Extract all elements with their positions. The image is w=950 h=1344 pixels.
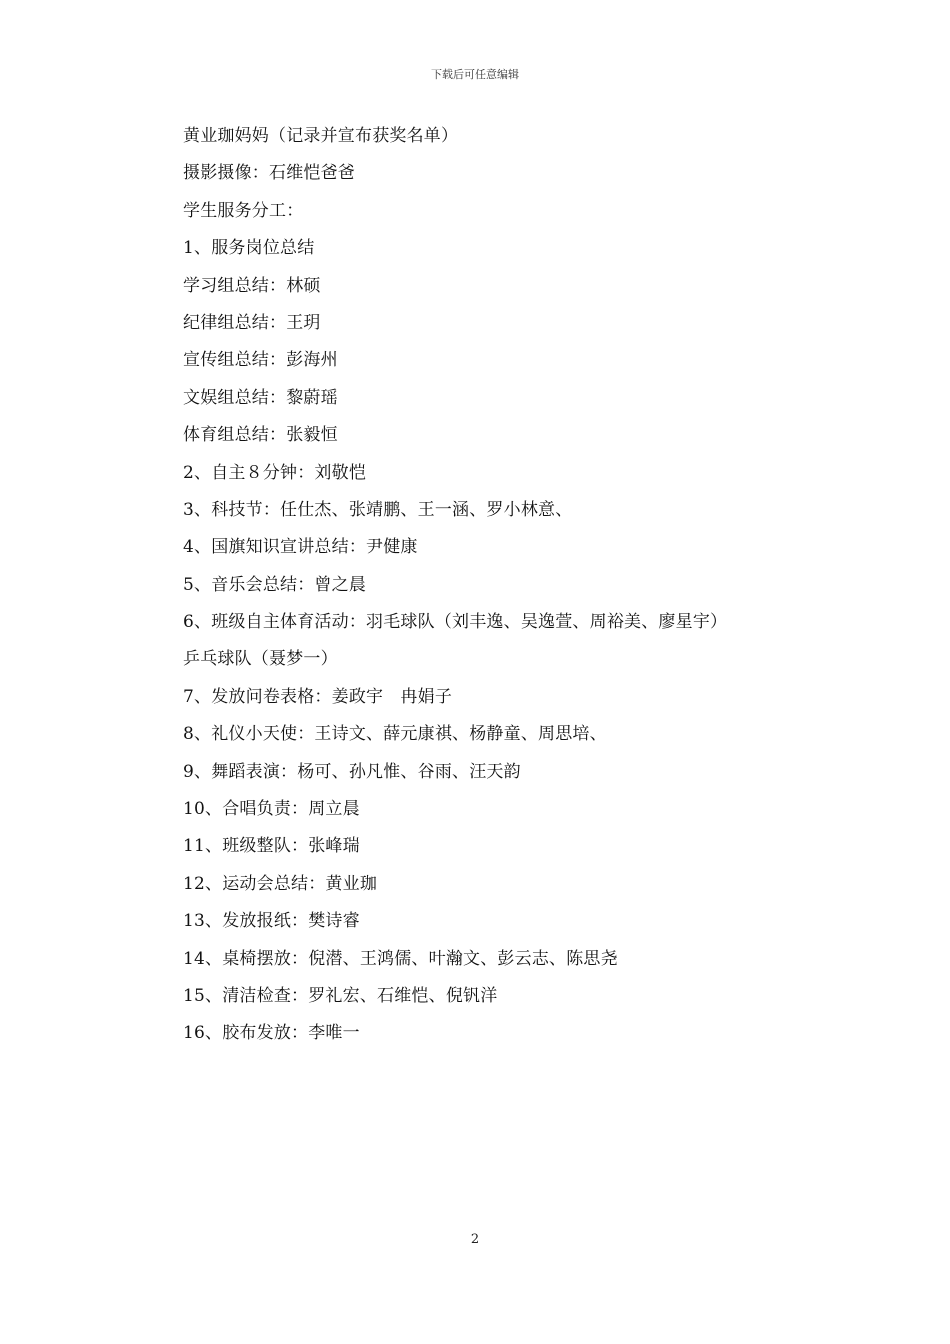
text-line: 2、自主８分钟：刘敬恺 [183, 462, 367, 483]
text-line: 宣传组总结：彭海州 [183, 350, 338, 371]
text-line: 黄业珈妈妈（记录并宣布获奖名单） [183, 126, 459, 146]
text-line: 纪律组总结：王玥 [183, 312, 321, 333]
text-line: 13、发放报纸：樊诗睿 [183, 911, 360, 932]
text-line: 5、音乐会总结：曾之晨 [183, 574, 367, 595]
page-header: 下载后可任意编辑 [431, 68, 519, 81]
text-line: 文娱组总结：黎蔚瑶 [183, 387, 338, 408]
text-line: 14、桌椅摆放：倪潜、王鸿儒、叶瀚文、彭云志、陈思尧 [183, 948, 618, 969]
text-line: 6、班级自主体育活动：羽毛球队（刘丰逸、吴逸萱、周裕美、廖星宇） [183, 612, 728, 633]
text-line: 8、礼仪小天使：王诗文、薛元康祺、杨静童、周思培、 [183, 724, 607, 745]
text-line: 摄影摄像：石维恺爸爸 [183, 163, 355, 184]
text-line: 体育组总结：张毅恒 [183, 425, 338, 446]
text-line: 11、班级整队：张峰瑞 [183, 836, 360, 857]
page-number: 2 [470, 1232, 480, 1247]
text-line: 1、服务岗位总结 [183, 238, 315, 259]
text-line: 16、胶布发放：李唯一 [183, 1023, 360, 1044]
text-line: 3、科技节：任仕杰、张靖鹏、王一涵、罗小林意、 [183, 499, 573, 520]
text-line: 15、清洁检查：罗礼宏、石维恺、倪钒洋 [183, 985, 498, 1006]
text-line: 4、国旗知识宣讲总结：尹健康 [183, 537, 418, 558]
text-line: 12、运动会总结：黄业珈 [183, 873, 378, 894]
text-line: 9、舞蹈表演：杨可、孙凡惟、谷雨、汪天韵 [183, 761, 521, 782]
text-line: 10、合唱负责：周立晨 [183, 799, 360, 820]
document-body [183, 118, 823, 1053]
text-line: 学习组总结：林硕 [183, 275, 321, 296]
text-line: 乒乓球队（聂梦一） [183, 649, 338, 670]
text-line: 学生服务分工： [183, 200, 304, 221]
text-line: 7、发放问卷表格：姜政宇 冉娟子 [183, 686, 453, 707]
